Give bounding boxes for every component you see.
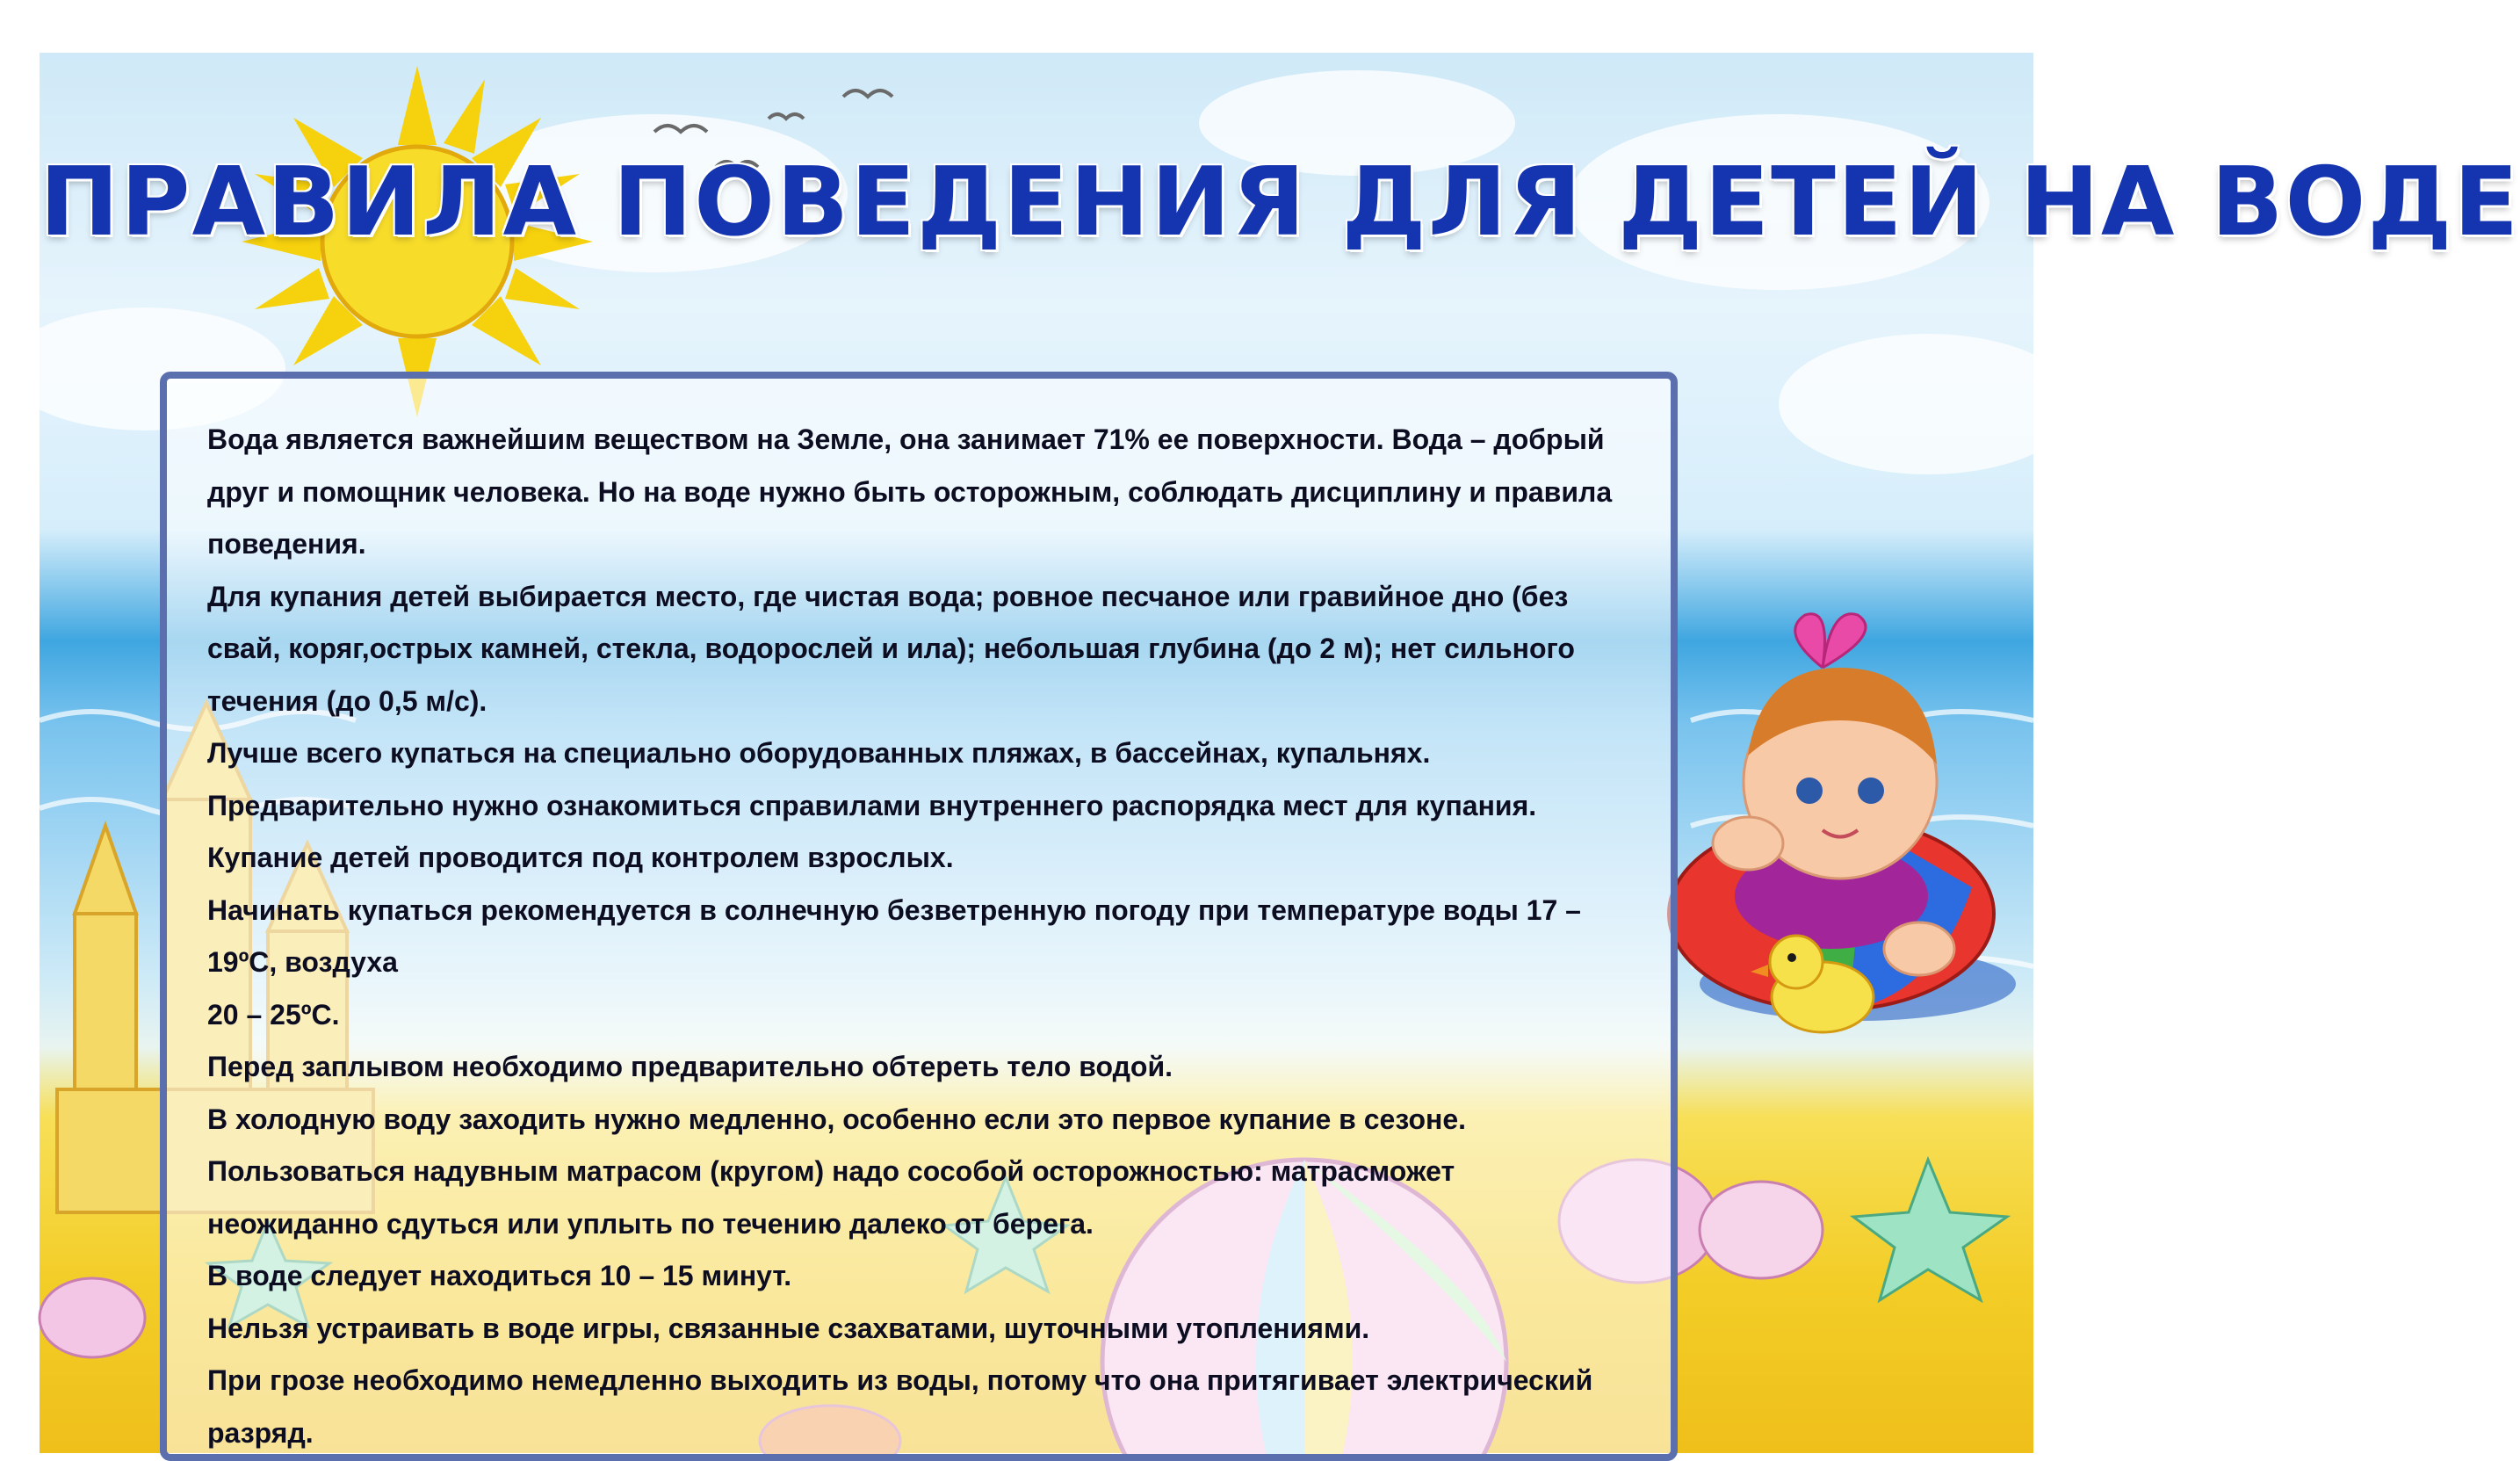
paragraph-before-swim: Перед заплывом необходимо предварительно обтереть тело водой. (207, 1051, 1173, 1082)
page-title: ПРАВИЛА ПОВЕДЕНИЯ ДЛЯ ДЕТЕЙ НА ВОДЕ (40, 148, 2520, 257)
paragraph-intro: Вода является важнейшим веществом на Земле, она занимает 71% ее поверхности. Вода – добрый друг и помощник человека. Но на воде нужно быть осторожным, соблюдать дисциплину и правила поведения. (207, 423, 1613, 560)
girl-in-swim-ring-illustration (1669, 614, 2016, 1032)
paragraph-air-temperature: 20 – 25ºС. (207, 998, 340, 1031)
paragraph-thunderstorm: При грозе необходимо немедленно выходить из воды, потому что она притягивает электрический разряд. (207, 1364, 1593, 1449)
poster (40, 53, 2520, 1453)
paragraph-time-in-water: В воде следует находиться 10 – 15 минут. (207, 1260, 792, 1291)
paragraph-equipped-beaches: Лучше всего купаться на специально оборудованных пляжах, в бассейнах, купальнях. Предварительно нужно ознакомиться справилами внутреннего распорядка мест для купания. (207, 737, 1537, 821)
paragraph-no-games: Нельзя устраивать в воде игры, связанные сзахватами, шуточными утоплениями. (207, 1312, 1370, 1344)
paragraph-bathing-place: Для купания детей выбирается место, где чистая вода; ровное песчаное или гравийное дно (без свай, коряг,острых камней, стекла, водорослей и ила); небольшая глубина (до 2 м); нет сильного течения (до 0,5 м/с). (207, 580, 1575, 717)
paragraph-temperature: Начинать купаться рекомендуется в солнечную безветренную погоду при температуре воды 17 – 19ºС, воздуха (207, 893, 1581, 978)
paragraph-inflatable-mattress: Пользоваться надувным матрасом (кругом) надо сособой осторожностью: матрасможет неожиданно сдуться или уплыть по течению далеко от берега. (207, 1155, 1455, 1240)
paragraph-cold-water: В холодную воду заходить нужно медленно, особенно если это первое купание в сезоне. (207, 1103, 1466, 1135)
rules-text-panel (160, 372, 1678, 1461)
paragraph-adult-supervision: Купание детей проводится под контролем взрослых. (207, 842, 954, 873)
